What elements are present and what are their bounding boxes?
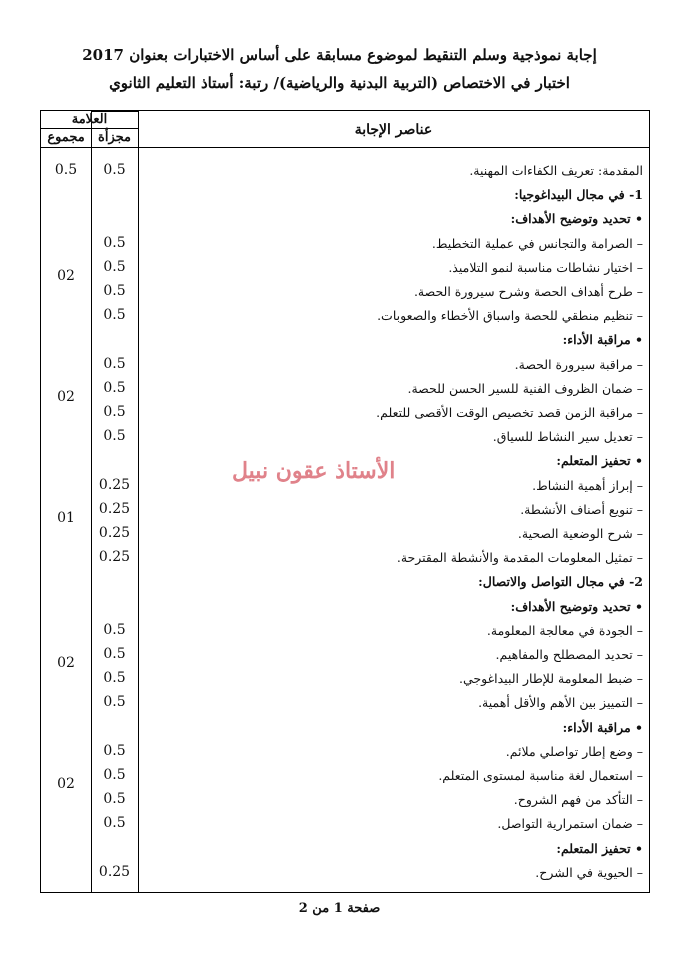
answer-item: – استعمال لغة مناسبة لمستوى المتعلم. <box>438 768 643 783</box>
page-subtitle: اختبار في الاختصاص (التربية البدنية والرياضية)/ رتبة: أستاذ التعليم الثانوي <box>109 74 570 92</box>
part-score: 0.5 <box>103 694 126 711</box>
answer-intro: المقدمة: تعريف الكفاءات المهنية. <box>469 163 643 178</box>
part-score: 0.5 <box>103 621 126 638</box>
answer-item: – إبراز أهمية النشاط. <box>532 477 643 493</box>
part-header: مجزأة <box>98 130 131 145</box>
part-score: 0.5 <box>103 258 126 275</box>
part-score: 0.5 <box>103 670 126 687</box>
part-score: 0.5 <box>103 404 126 420</box>
answer-item: – شرح الوضعية الصحية. <box>517 526 643 541</box>
part-score: 0.5 <box>103 283 126 299</box>
answer-table <box>40 110 650 893</box>
answer-item: – التأكد من فهم الشروح. <box>513 792 643 808</box>
part-score: 0.5 <box>103 791 126 808</box>
answer-item: – ضمان استمرارية التواصل. <box>497 816 643 832</box>
page-title: إجابة نموذجية وسلم التنقيط لموضوع مسابقة على أساس الاختبارات بعنوان 2017 <box>82 46 597 64</box>
mark-header: العلامة <box>71 112 108 127</box>
total-score: 01 <box>57 509 75 526</box>
part-score: 0.5 <box>103 742 126 759</box>
answer-item: – ضمان الظروف الفنية للسير الحسن للحصة. <box>407 380 643 396</box>
answer-subheading: • مراقبة الأداء: <box>562 332 643 348</box>
header-divider <box>41 128 138 129</box>
answer-item: – وضع إطار تواصلي ملائم. <box>505 743 643 759</box>
part-score: 0.25 <box>98 500 131 517</box>
answer-subheading: • تحديد وتوضيح الأهداف: <box>510 598 643 614</box>
answer-item: – مراقبة الزمن قصد تخصيص الوقت الأقصى للتعلم. <box>376 405 643 420</box>
answer-item: – ضبط المعلومة للإطار البيداغوجي. <box>459 671 643 687</box>
total-score: 0.5 <box>54 162 78 178</box>
answer-item: – التمييز بين الأهم والأقل أهمية. <box>478 695 643 711</box>
part-score: 0.5 <box>103 428 126 445</box>
answer-subheading: • تحديد وتوضيح الأهداف: <box>510 211 643 227</box>
page-number: صفحة 1 من 2 <box>298 901 381 916</box>
part-score: 0.25 <box>98 525 131 541</box>
part-score: 0.25 <box>98 863 131 880</box>
part-score: 0.5 <box>103 646 126 662</box>
answer-item: – طرح أهداف الحصة وشرح سيرورة الحصة. <box>413 284 643 299</box>
answer-subheading: • تحفيز المتعلم: <box>556 840 643 856</box>
header-divider <box>41 147 649 148</box>
part-score: 0.25 <box>98 549 131 566</box>
answer-item: – تعديل سير النشاط للسياق. <box>492 429 643 445</box>
total-score: 02 <box>57 388 75 405</box>
column-divider <box>138 111 139 892</box>
answer-section: 2- في مجال التواصل والاتصال: <box>478 574 643 590</box>
answer-subheading: • مراقبة الأداء: <box>562 719 643 735</box>
answer-section: 1- في مجال البيداغوجيا: <box>514 187 643 203</box>
answer-item: – تمثيل المعلومات المقدمة والأنشطة المقترحة. <box>396 550 643 566</box>
part-score: 0.5 <box>103 767 126 783</box>
total-header: مجموع <box>47 130 85 145</box>
part-score: 0.5 <box>103 379 126 396</box>
part-score: 0.5 <box>103 234 126 251</box>
total-score: 02 <box>57 267 75 284</box>
answer-item: – تنظيم منطقي للحصة واسباق الأخطاء والصعوبات. <box>377 308 643 324</box>
answer-item: – اختيار نشاطات مناسبة لنمو التلاميذ. <box>448 259 643 275</box>
answer-header: عناصر الإجابة <box>354 122 433 138</box>
total-score: 02 <box>57 776 75 792</box>
answer-item: – الصرامة والتجانس في عملية التخطيط. <box>431 235 643 251</box>
part-score: 0.5 <box>103 307 126 324</box>
answer-item: – الحيوية في الشرح. <box>535 864 643 880</box>
answer-subheading: • تحفيز المتعلم: <box>556 453 643 469</box>
part-score: 0.5 <box>103 162 126 178</box>
part-score: 0.5 <box>103 355 126 372</box>
part-score: 0.25 <box>98 476 131 493</box>
answer-item: – مراقبة سيرورة الحصة. <box>514 356 643 372</box>
part-score: 0.5 <box>103 815 126 832</box>
total-score: 02 <box>57 655 75 671</box>
watermark: الأستاذ عقون نبيل <box>232 458 396 484</box>
answer-item: – الجودة في معالجة المعلومة. <box>486 622 643 638</box>
answer-item: – تنويع أصناف الأنشطة. <box>520 501 643 517</box>
answer-item: – تحديد المصطلح والمفاهيم. <box>495 647 643 662</box>
